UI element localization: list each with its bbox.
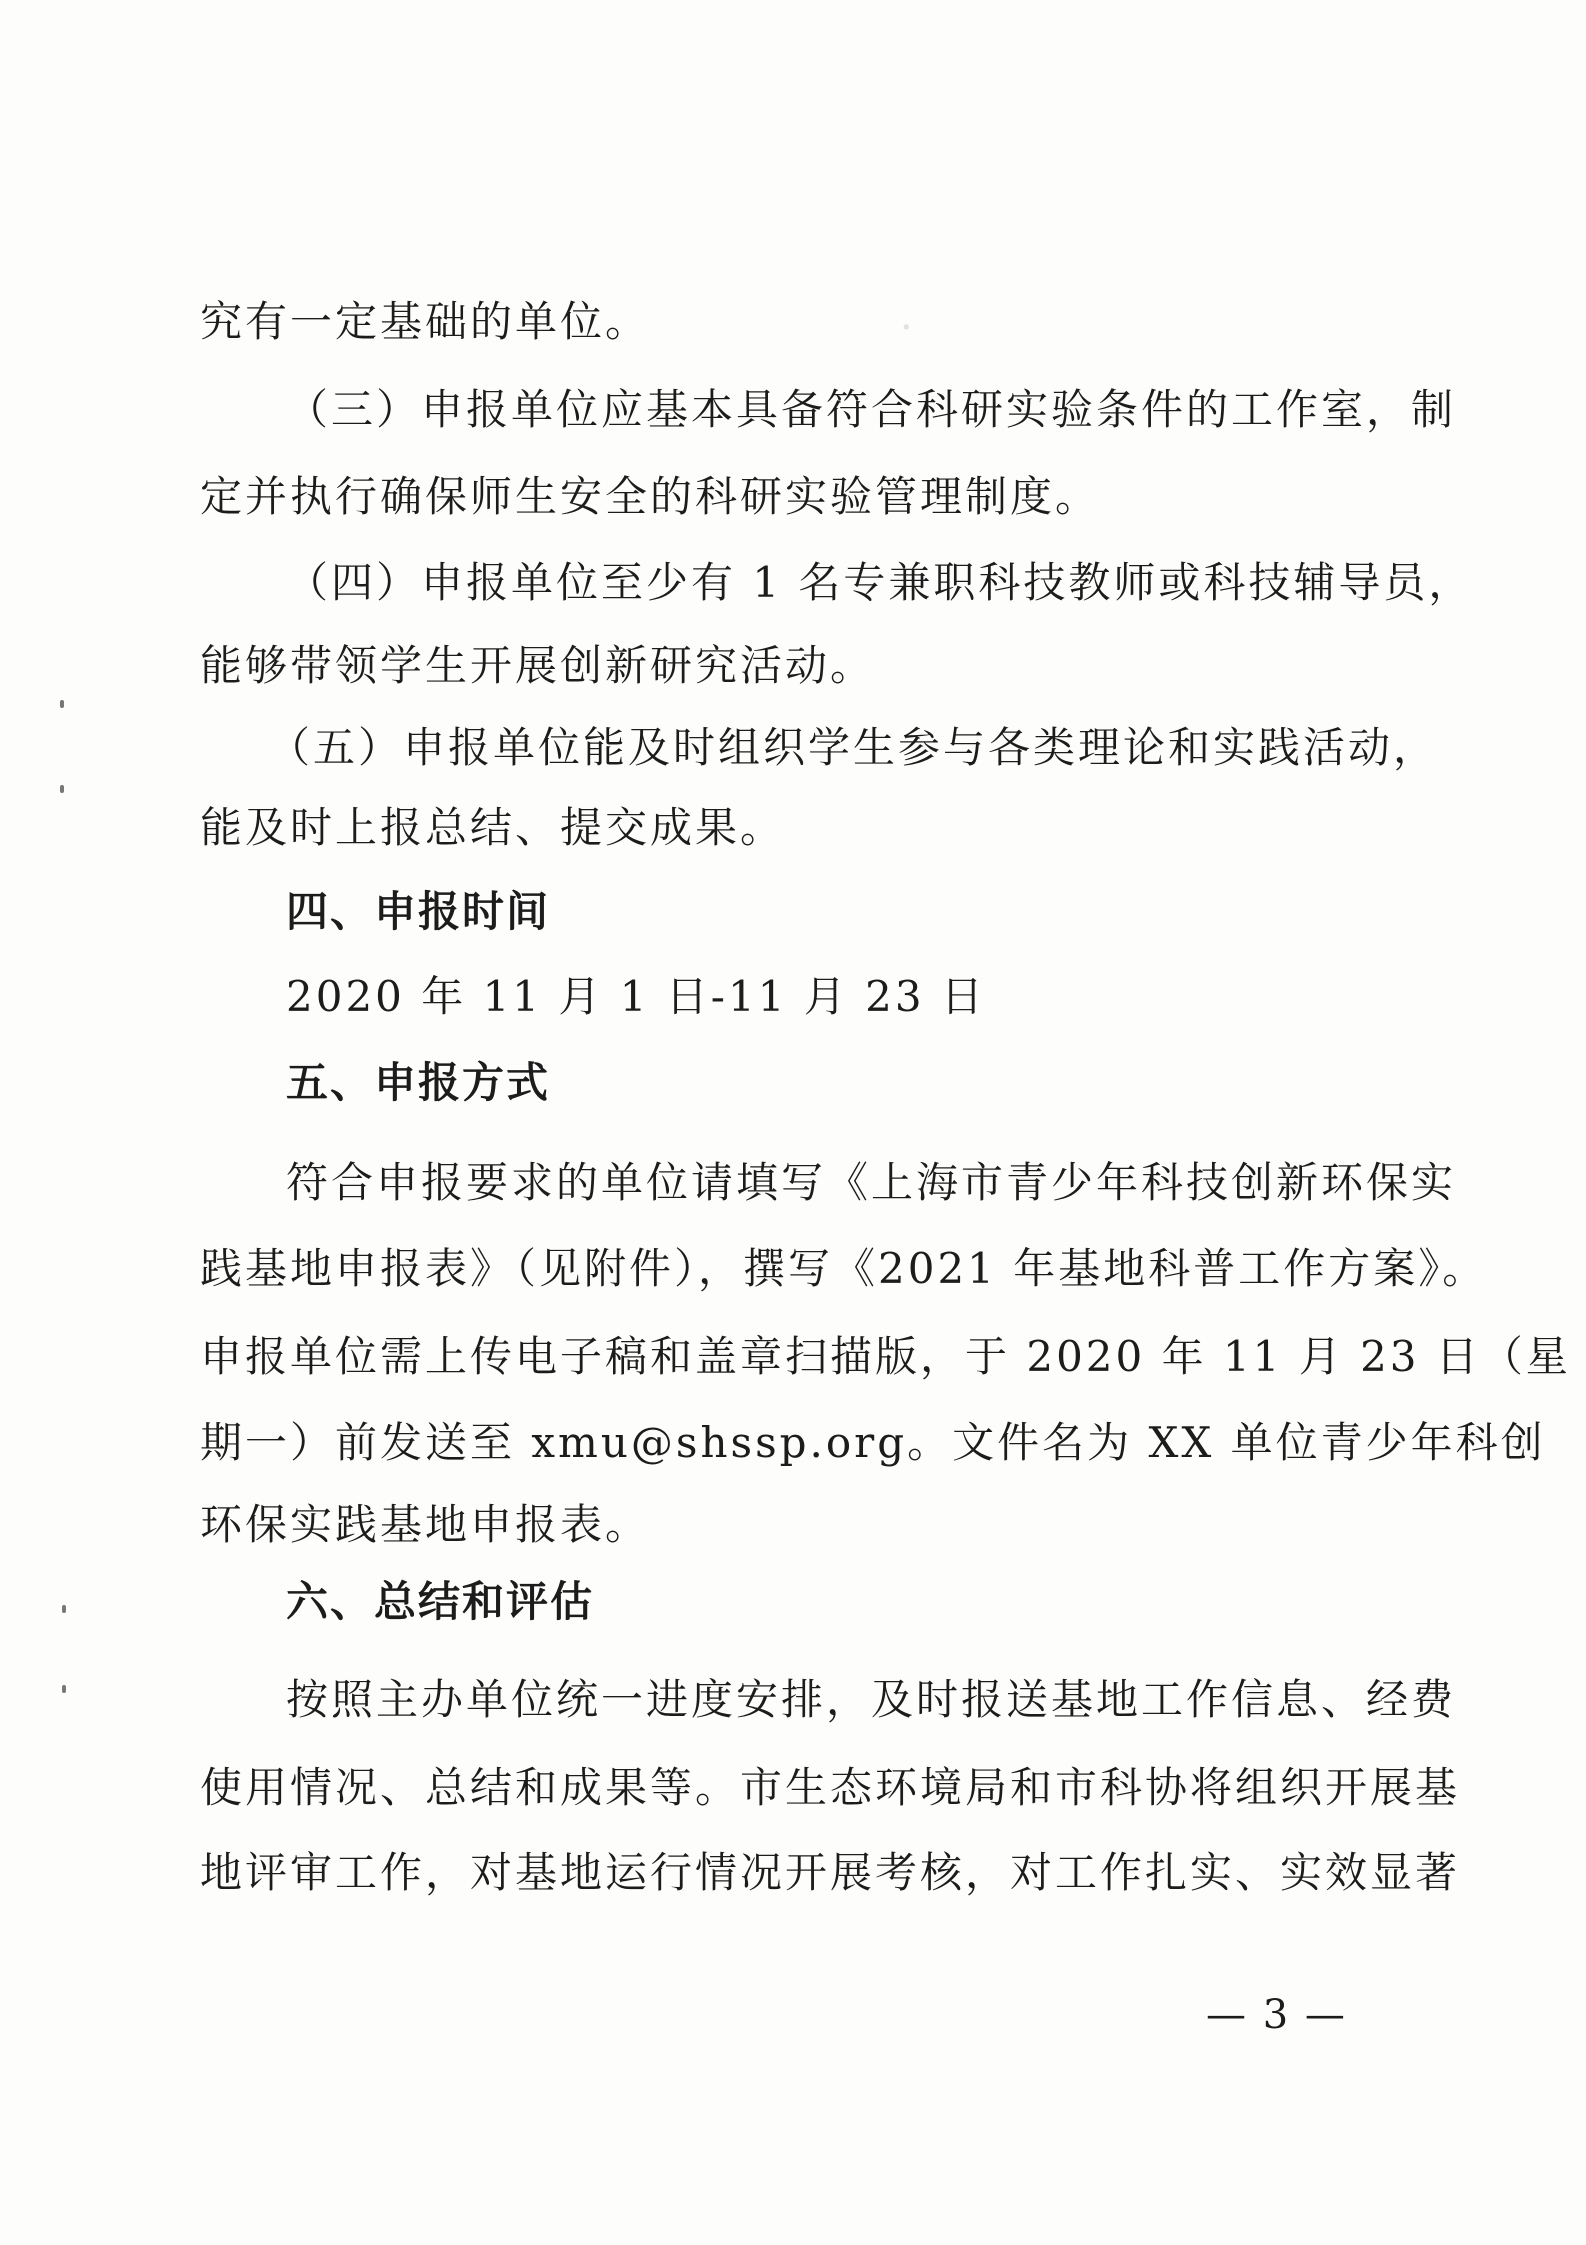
page-number: — 3 — [1206, 1992, 1347, 2038]
scan-speck [60, 785, 64, 793]
body-line: 环保实践基地申报表。 [200, 1500, 651, 1549]
body-line: 按照主办单位统一进度安排，及时报送基地工作信息、经费 [286, 1675, 1457, 1724]
body-line: （三）申报单位应基本具备符合科研实验条件的工作室，制 [286, 385, 1457, 434]
body-line: （四）申报单位至少有 1 名专兼职科技教师或科技辅导员， [286, 558, 1474, 607]
body-line: 申报单位需上传电子稿和盖章扫描版，于 2020 年 11 月 23 日（星 [200, 1332, 1571, 1381]
scan-speck [60, 700, 64, 708]
body-line: 2020 年 11 月 1 日-11 月 23 日 [286, 972, 986, 1021]
scan-speck [62, 1605, 66, 1613]
section-heading: 四、申报时间 [286, 887, 551, 936]
body-line: 符合申报要求的单位请填写《上海市青少年科技创新环保实 [286, 1158, 1457, 1207]
show-through-marks: · [900, 305, 916, 351]
body-line: 能够带领学生开展创新研究活动。 [200, 641, 876, 690]
body-line: 地评审工作，对基地运行情况开展考核，对工作扎实、实效显著 [200, 1848, 1461, 1897]
body-line: 践基地申报表》（见附件），撰写《2021 年基地科普工作方案》。 [200, 1244, 1488, 1293]
body-line: （五）申报单位能及时组织学生参与各类理论和实践活动， [268, 723, 1439, 772]
scan-speck [62, 1685, 66, 1693]
body-line: 能及时上报总结、提交成果。 [200, 803, 786, 852]
section-heading: 六、总结和评估 [286, 1577, 595, 1626]
body-line: 定并执行确保师生安全的科研实验管理制度。 [200, 472, 1101, 521]
body-line: 期一）前发送至 xmu@shssp.org。文件名为 XX 单位青少年科创 [200, 1418, 1546, 1467]
body-line: 究有一定基础的单位。 [200, 297, 651, 346]
body-line: 使用情况、总结和成果等。市生态环境局和市科协将组织开展基 [200, 1763, 1461, 1812]
section-heading: 五、申报方式 [286, 1058, 551, 1107]
